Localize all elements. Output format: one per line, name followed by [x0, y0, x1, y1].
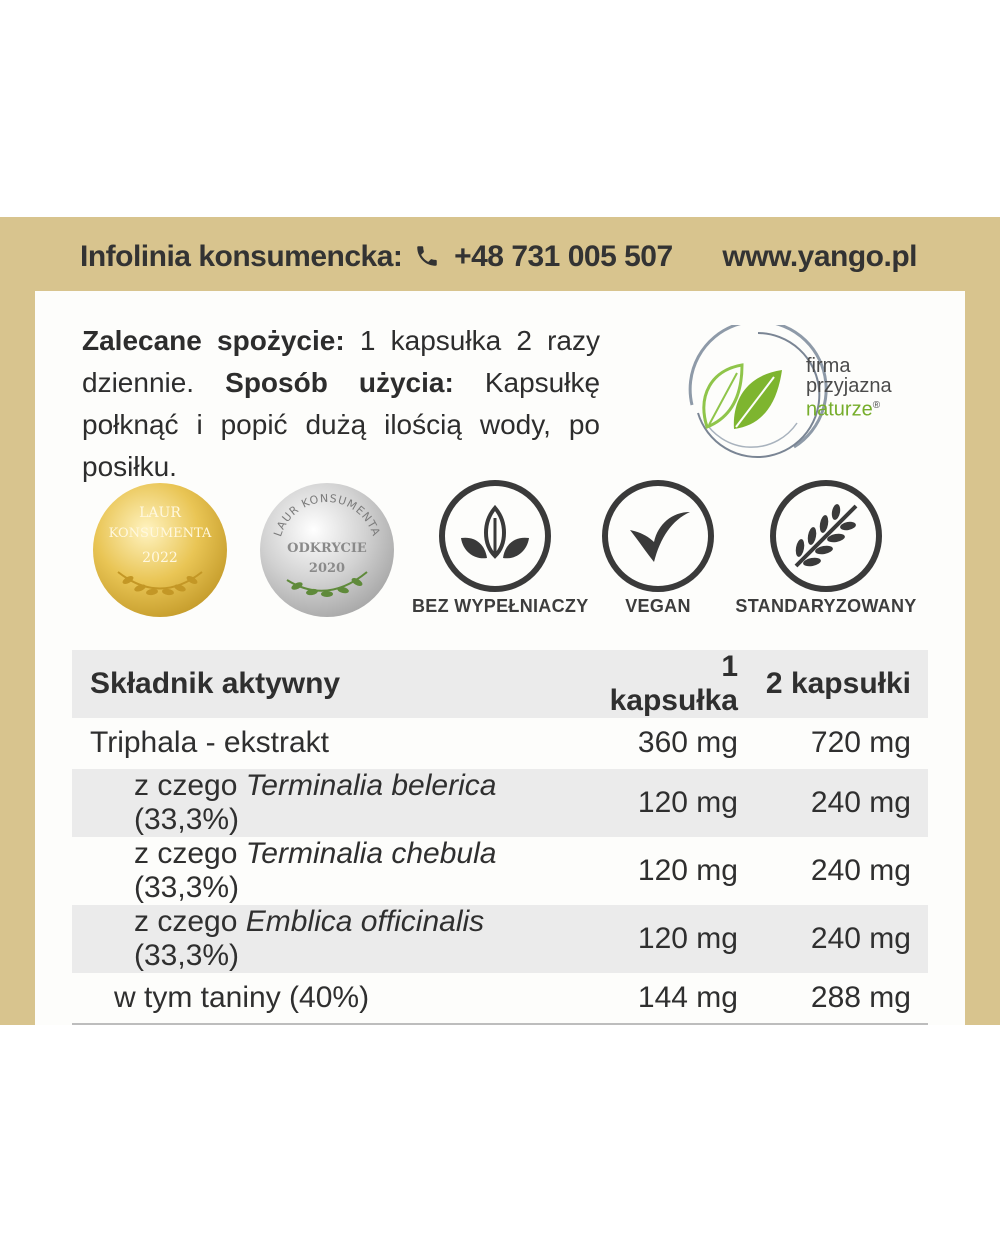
three-leaves-icon: [437, 478, 553, 594]
recommended-text: 1 kapsułka 2 razy dziennie.: [82, 325, 601, 398]
award2-line1: ODKRYCIE: [287, 541, 367, 556]
ingredient-text: Triphala - ekstrakt: [90, 726, 329, 760]
ingredient-latin: Emblica officinalis: [245, 904, 485, 938]
ingredient-prefix: z czego: [134, 768, 246, 802]
table-header-row: [72, 650, 928, 718]
ingredient-name: [72, 769, 588, 837]
ingredient-share: (33,3%): [134, 802, 240, 836]
eco-line-2: przyjazna: [806, 375, 892, 397]
ingredient-text: w tym taniny (40%): [114, 980, 370, 1014]
dose-1: 360 mg: [637, 726, 738, 760]
ingredient-share: (33,3%): [134, 938, 240, 972]
ingredient-latin: Terminalia belerica: [245, 768, 497, 802]
recommended-label: Zalecane spożycie:: [82, 325, 345, 356]
dose-1: 120 mg: [588, 769, 738, 837]
header-ingredient: Składnik aktywny: [72, 650, 588, 718]
vegan-leaf-icon: [600, 478, 716, 594]
header-2-capsules: 2 kapsułki: [738, 650, 928, 718]
award1-line1: LAUR: [139, 505, 181, 521]
table-row: [72, 837, 928, 905]
badge-label-standardized: STANDARYZOWANY: [735, 596, 917, 616]
ingredient-name: [72, 973, 588, 1025]
dose-2: 240 mg: [810, 853, 911, 887]
badge-label-vegan: VEGAN: [625, 596, 691, 616]
method-text: Kapsułkę połknąć i popić dużą ilością wody, po posiłku.: [82, 367, 601, 482]
ingredient-name: [72, 718, 588, 769]
dose-2: 240 mg: [738, 905, 928, 973]
infoline-label: Infolinia konsumencka:: [80, 240, 403, 273]
eco-logo-text: [806, 356, 892, 420]
leaf-icon: [704, 365, 782, 429]
dose-1: 120 mg: [588, 905, 738, 973]
header-1-capsule: 1 kapsułka: [588, 650, 738, 718]
award-odkrycie-2020: [257, 480, 397, 620]
usage-instructions: [82, 320, 600, 488]
ingredient-share: (33,3%): [134, 870, 240, 904]
award1-line2: KONSUMENTA: [108, 526, 212, 541]
method-label: Sposób użycia:: [225, 367, 454, 398]
eco-line-3: naturze: [806, 398, 873, 421]
consumer-infoline: [80, 240, 673, 274]
table-row: [72, 769, 928, 837]
badge-label-no-fillers: BEZ WYPEŁNIACZY: [412, 596, 589, 616]
table-row: [72, 905, 928, 973]
dose-1: 120 mg: [637, 853, 738, 887]
award-laur-konsumenta-2022: [90, 480, 230, 620]
award2-line2: 2020: [308, 561, 346, 576]
dose-2: 288 mg: [738, 973, 928, 1025]
eco-line-1: firma: [806, 355, 851, 377]
ingredient-prefix: z czego: [134, 904, 246, 938]
phone-number[interactable]: +48 731 005 507: [454, 240, 673, 273]
table-row: [72, 973, 928, 1025]
table-row: [72, 718, 928, 769]
award2-arc: LAUR KONSUMENTA: [271, 491, 383, 539]
registered-mark: ®: [872, 400, 881, 411]
award1-line3: 2022: [142, 550, 178, 566]
ingredient-name: [72, 837, 588, 905]
ingredient-name: [72, 905, 588, 973]
herb-sprig-icon: [768, 478, 884, 594]
phone-icon: [414, 243, 440, 269]
dose-2: 240 mg: [738, 769, 928, 837]
dose-2: 720 mg: [810, 726, 911, 760]
ingredient-prefix: z czego: [134, 836, 246, 870]
ingredients-table: [72, 650, 928, 1025]
website-link[interactable]: www.yango.pl: [722, 240, 917, 273]
dose-1: 144 mg: [588, 973, 738, 1025]
ingredient-latin: Terminalia chebula: [245, 836, 497, 870]
